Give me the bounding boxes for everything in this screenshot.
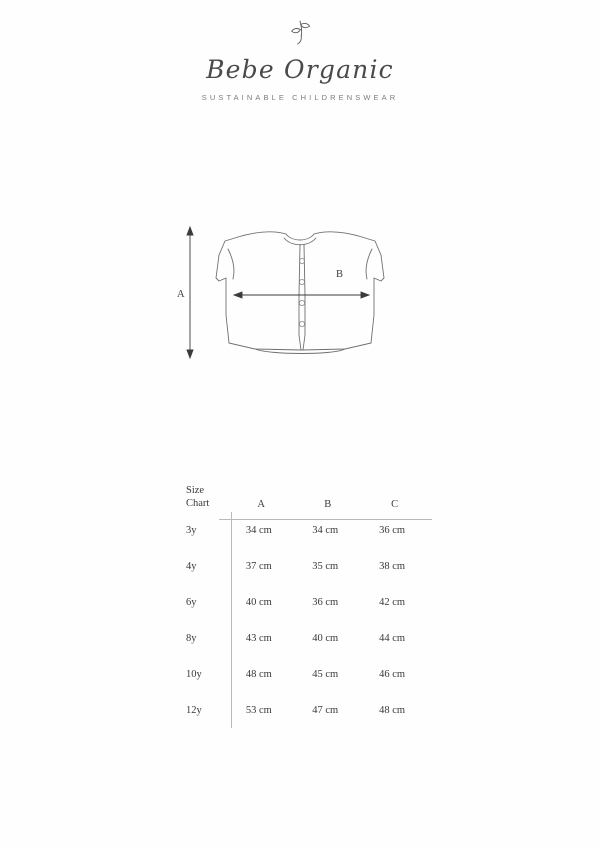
brand-tagline: SUSTAINABLE CHILDRENSWEAR <box>201 92 399 102</box>
vertical-dimension-arrow <box>187 227 193 358</box>
row-value-a: 48 cm <box>245 668 272 680</box>
table-row <box>186 548 432 584</box>
row-value-b: 47 cm <box>312 704 339 716</box>
row-value-a: 53 cm <box>245 704 272 716</box>
size-chart-title-line1: Size <box>186 484 205 496</box>
garment-illustration <box>150 215 450 390</box>
column-header-b: B <box>324 499 332 510</box>
measure-a-label: A <box>177 289 185 300</box>
row-value-a: 34 cm <box>245 524 272 536</box>
table-row <box>186 656 432 692</box>
size-chart-section <box>186 482 432 728</box>
row-value-a: 43 cm <box>245 632 272 644</box>
row-value-c: 44 cm <box>379 632 406 644</box>
garment-diagram <box>150 215 450 390</box>
column-header-a: A <box>257 499 265 510</box>
row-value-a: 37 cm <box>245 560 272 572</box>
horizontal-dimension-arrow <box>234 292 369 298</box>
table-row <box>186 584 432 620</box>
size-chart-title <box>186 482 231 512</box>
table-header-row <box>186 482 432 512</box>
row-value-a: 40 cm <box>245 596 272 608</box>
column-header-c: C <box>391 499 399 510</box>
brand-name: Bebe Organic <box>206 55 394 84</box>
row-value-c: 36 cm <box>379 524 406 536</box>
row-value-b: 40 cm <box>312 632 339 644</box>
row-size-label: 10y <box>186 656 231 692</box>
row-size-label: 6y <box>186 584 231 620</box>
table-row <box>186 512 432 548</box>
row-size-label: 4y <box>186 548 231 584</box>
table-row <box>186 620 432 656</box>
row-value-b: 34 cm <box>312 524 339 536</box>
row-value-b: 36 cm <box>312 596 339 608</box>
row-value-c: 46 cm <box>379 668 406 680</box>
table-body <box>186 512 432 728</box>
header-divider <box>219 519 432 520</box>
row-size-label: 12y <box>186 692 231 728</box>
row-value-b: 45 cm <box>312 668 339 680</box>
row-value-c: 38 cm <box>379 560 406 572</box>
row-size-label: 3y <box>186 512 231 548</box>
size-chart-title-line2: Chart <box>186 497 210 509</box>
table-row <box>186 692 432 728</box>
row-size-label: 8y <box>186 620 231 656</box>
row-value-c: 48 cm <box>379 704 406 716</box>
leaf-sprig-icon <box>280 18 320 52</box>
row-value-c: 42 cm <box>379 596 406 608</box>
row-value-b: 35 cm <box>312 560 339 572</box>
brand-header <box>0 18 600 102</box>
measure-b-label: B <box>336 269 344 280</box>
